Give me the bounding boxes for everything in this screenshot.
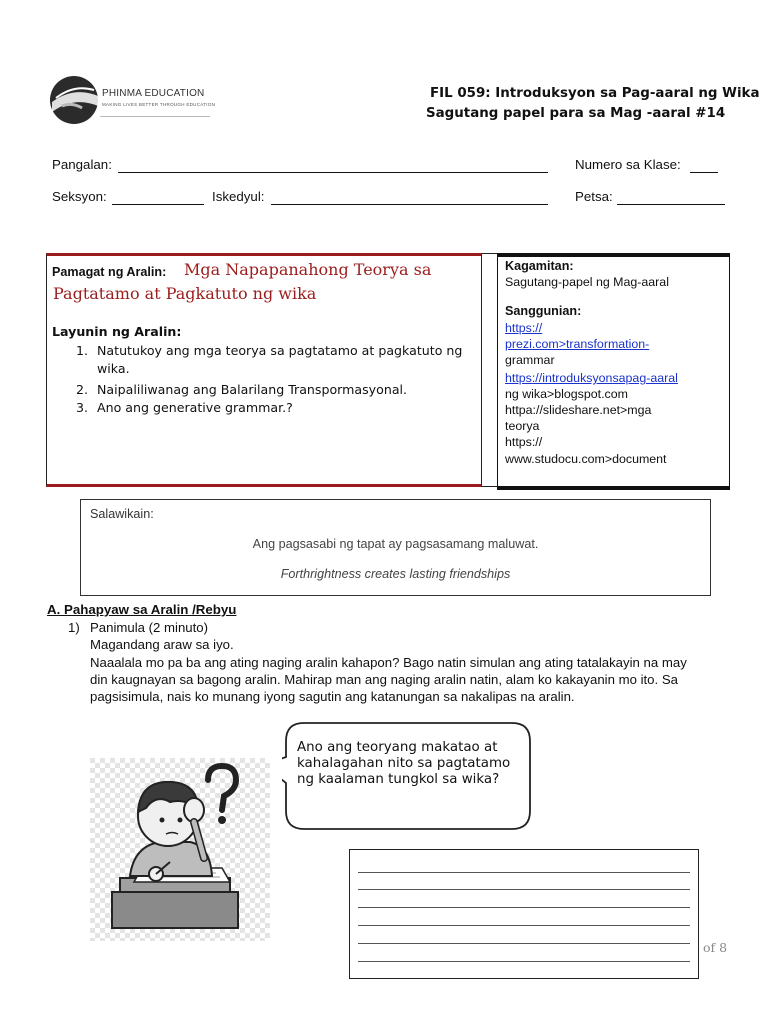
reference-text-2: ng wika>blogspot.com (505, 387, 628, 401)
bubble-line: kahalagahan nito sa pagtatamo (297, 756, 511, 771)
answer-line[interactable] (358, 907, 690, 908)
reference-text-4: https:// (505, 435, 543, 449)
materials-text: Sagutang-papel ng Mag-aaral (505, 275, 669, 289)
brand-tagline: MAKING LIVES BETTER THROUGH EDUCATION (102, 102, 216, 107)
proverb-label: Salawikain: (90, 507, 154, 521)
section-field[interactable] (112, 192, 204, 205)
page-number: of 8 (703, 940, 728, 955)
answer-line[interactable] (358, 889, 690, 890)
paragraph-line: Naaalala mo pa ba ang ating naging aralin kahapon? Bago natin simulan ang ating tatalakayin na may (90, 655, 687, 670)
date-label: Petsa: (575, 189, 613, 204)
reference-link-1[interactable]: https:// (505, 321, 543, 335)
lesson-title-label: Pamagat ng Aralin: (52, 265, 167, 279)
objective-text: Natutukoy ang mga teorya sa pagtatamo at pagkatuto ng (97, 343, 463, 358)
name-field[interactable] (118, 160, 548, 173)
paragraph-line: pagsisimula, nais ko munang iyong sagutin ang katanungan sa nakalipas na aralin. (90, 689, 575, 704)
objective-text: Ano ang generative grammar.? (97, 400, 293, 415)
answer-line[interactable] (358, 925, 690, 926)
objective-number: 1. (76, 343, 89, 358)
section-label: Seksyon: (52, 189, 107, 204)
sheet-title: Sagutang papel para sa Mag -aaral #14 (426, 106, 726, 121)
answer-line[interactable] (358, 961, 690, 962)
objectives-label: Layunin ng Aralin: (52, 324, 182, 339)
materials-label: Kagamitan: (505, 259, 574, 273)
bubble-question (297, 740, 522, 788)
objective-number: 2. (76, 382, 89, 397)
bubble-line: ng kaalaman tungkol sa wika? (297, 772, 500, 787)
paragraph-line: din kaugnayan sa bagong aralin. Mahirap man ang naging aralin natin, alam ko kakayanin mo ito. Sa (90, 672, 678, 687)
objective-text: Naipaliliwanag ang Balarilang Transpormasyonal. (97, 382, 408, 397)
thinking-student-illustration (90, 758, 270, 941)
answer-box[interactable] (349, 849, 699, 979)
item-title: Panimula (2 minuto) (90, 620, 209, 635)
brand-name: PHINMA EDUCATION (102, 88, 205, 99)
objective-number: 3. (76, 400, 89, 415)
reference-text-1: grammar (505, 353, 555, 367)
class-no-field[interactable] (690, 160, 718, 173)
proverb-text: Ang pagsasabi ng tapat ay pagsasamang maluwat. (252, 537, 539, 551)
name-label: Pangalan: (52, 157, 112, 172)
lesson-title-line1: Mga Napapanahong Teorya sa (184, 260, 432, 279)
schedule-label: Iskedyul: (212, 189, 265, 204)
lesson-title-line2: Pagtatamo at Pagkatuto ng wika (53, 284, 317, 303)
section-a-heading: A. Pahapyaw sa Aralin /Rebyu (47, 602, 237, 617)
objective-text-cont: wika. (97, 361, 130, 376)
reference-text-3-cont: teorya (505, 419, 540, 433)
reference-link-1-cont[interactable]: prezi.com>transformation- (505, 337, 650, 351)
proverb-translation: Forthrightness creates lasting friendships (280, 567, 511, 581)
reference-link-2[interactable]: https://introduksyonsapag-aaral (505, 371, 678, 385)
phinma-logo (48, 72, 223, 128)
answer-line[interactable] (358, 872, 690, 873)
course-title: FIL 059: Introduksyon sa Pag-aaral ng Wika (430, 86, 760, 101)
item-number: 1) (68, 620, 80, 635)
date-field[interactable] (617, 192, 725, 205)
bubble-line: Ano ang teoryang makatao at (297, 740, 498, 755)
answer-line[interactable] (358, 943, 690, 944)
box-divider (482, 253, 497, 487)
greeting-text: Magandang araw sa iyo. (90, 637, 234, 652)
references-label: Sanggunian: (505, 304, 582, 318)
schedule-field[interactable] (271, 192, 548, 205)
reference-text-4-cont: www.studocu.com>document (505, 452, 667, 466)
reference-text-3: httpa://slideshare.net>mga (505, 403, 652, 417)
class-no-label: Numero sa Klase: (575, 157, 681, 172)
